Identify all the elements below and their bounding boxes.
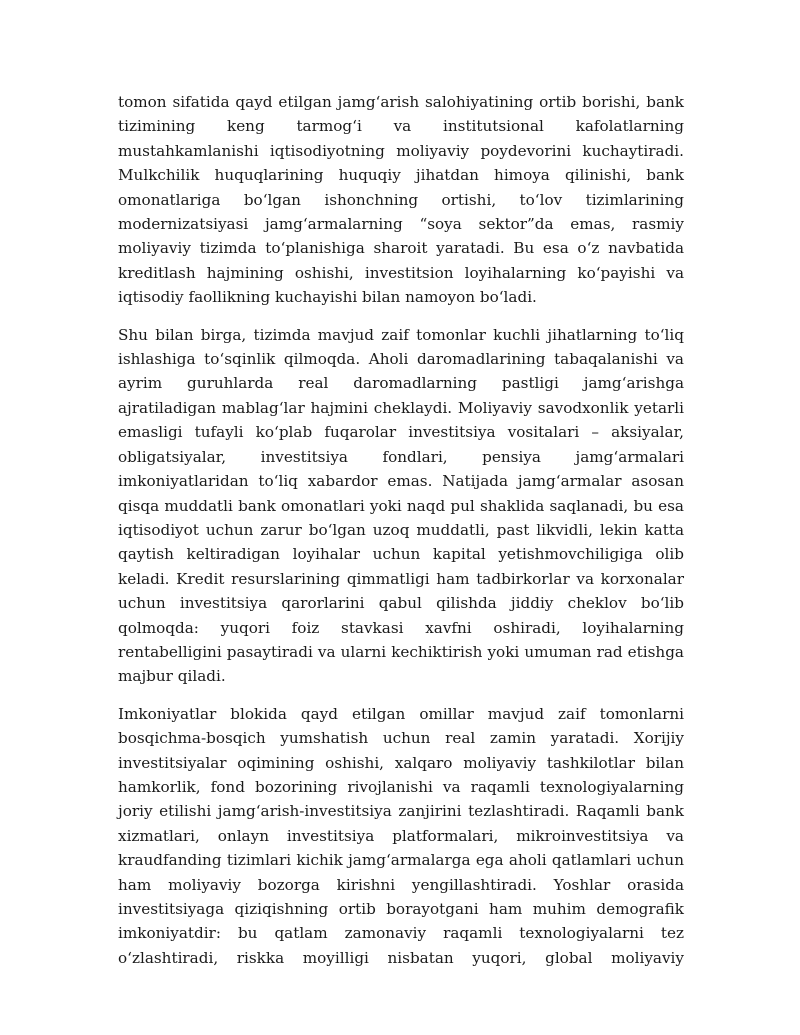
document-page: [118, 90, 684, 983]
paragraph-2: Shu bilan birga, tizimda mavjud zaif tomonlar kuchli jihatlarning to‘liq ishlashiga to‘sqinlik qilmoqda. Aholi daromadlarining tabaqalanishi va ayrim guruhlarda real daromadlarning pastligi jamg‘arishga ajratiladigan mablag‘lar hajmini cheklaydi. Moliyaviy savodxonlik yetarli emasligi tufayli ko‘plab fuqarolar investitsiya vositalari – aksiyalar, obligatsiyalar, investitsiya fondlari, pensiya jamg‘armalari imkoniyatlaridan to‘liq xabardor emas. Natijada jamg‘armalar asosan qisqa muddatli bank omonatlari yoki naqd pul shaklida saqlanadi, bu esa iqtisodiyot uchun zarur bo‘lgan uzoq muddatli, past likvidli, lekin katta qaytish keltiradigan loyihalar uchun kapital yetishmovchiligiga olib keladi. Kredit resurslarining qimmatligi ham tadbirkorlar va korxonalar uchun investitsiya qarorlarini qabul qilishda jiddiy cheklov bo‘lib qolmoqda: yuqori foiz stavkasi xavfni oshiradi, loyihalarning rentabelligini pasaytiradi va ularni kechiktirish yoki umuman rad etishga majbur qiladi.: [118, 325, 684, 686]
paragraph-3: Imkoniyatlar blokida qayd etilgan omillar mavjud zaif tomonlarni bosqichma-bosqich yumshatish uchun real zamin yaratadi. Xorijiy investitsiyalar oqimining oshishi, xalqaro moliyaviy tashkilotlar bilan hamkorlik, fond bozorining rivojlanishi va raqamli texnologiyalarning joriy etilishi jamg‘arish-investitsiya zanjirini tezlashtiradi. Raqamli bank xizmatlari, onlayn investitsiya platformalari, mikroinvestitsiya va kraudfanding tizimlari kichik jamg‘armalarga ega aholi qatlamlari uchun ham moliyaviy bozorga kirishni yengillashtiradi. Yoshlar orasida investitsiyaga qiziqishning ortib borayotgani ham muhim demografik imkoniyatdir: bu qatlam zamonaviy raqamli texnologiyalarni tez o‘zlashtiradi, riskka moyilligi nisbatan yuqori, global moliyaviy: [118, 704, 684, 967]
paragraph-1: tomon sifatida qayd etilgan jamg‘arish salohiyatining ortib borishi, bank tizimining keng tarmog‘i va institutsional kafolatlarning mustahkamlanishi iqtisodiyotning moliyaviy poydevorini kuchaytiradi. Mulkchilik huquqlarining huquqiy jihatdan himoya qilinishi, bank omonatlariga bo‘lgan ishonchning ortishi, to‘lov tizimlarining modernizatsiyasi jamg‘armalarning “soya sektor”da emas, rasmiy moliyaviy tizimda to‘planishiga sharoit yaratadi. Bu esa o‘z navbatida kreditlash hajmining oshishi, investitsion loyihalarning ko‘payishi va iqtisodiy faollikning kuchayishi bilan namoyon bo‘ladi.: [118, 93, 684, 307]
